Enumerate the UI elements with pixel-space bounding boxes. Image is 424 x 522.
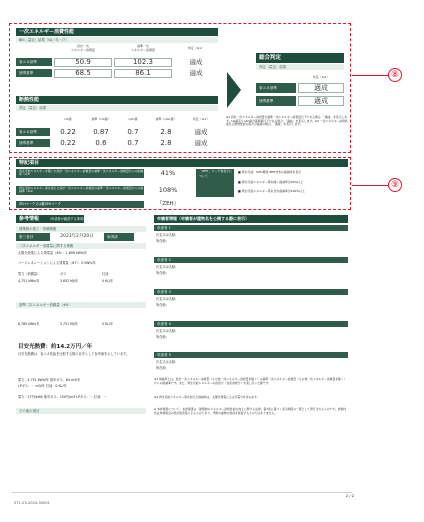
cost-line-0: 目安光熱費は、省エネ性能を比較する際の目安として参考値を示しています。 [18,352,130,356]
primary-energy-subtitle: BEI（量定）結果［GJ／年・戸］ [16,37,218,43]
insulation-title: 断熱性能 [16,96,218,104]
pe-row1-standard: 102.3 [132,58,154,66]
applicant-5-head: 申請者 5 [154,352,348,358]
design-val-1: 3,751 MJ/年 [60,322,79,326]
applicant-3-line1: 氏名又は名称： [156,297,179,301]
ref-row-1-label: 第三者評 [16,233,50,241]
ins-row1-eta: 0.7 [127,128,139,136]
special-title: 特記項目 [16,159,348,167]
pe-row1-judge: 適成 [189,58,203,66]
col-judge: 判定（※1） [187,46,205,50]
energy-col-1: ガス [60,272,67,276]
applicant-2-line2: 所在地： [156,271,169,275]
callout-8-leader [352,75,388,76]
applicant-3-line2: 所在地： [156,303,169,307]
applicant-1-line2: 所在地： [156,239,169,243]
applicant-note-2: ※4 再生可能エネルギー等を加えた削減率は、太陽光発電による売電分を含みます。 [154,395,260,399]
ins-row2-judge: 適成 [194,139,208,147]
special-row2-label: 再生可能エネルギー等を加えた設計一次エネルギー消費量の基準一次エネルギー消費量からの削減率（※4） [16,186,144,195]
ins-row2-eta: 0.7 [127,139,139,147]
overall-col: 判定（※2） [312,75,330,79]
ins-col-eta-std: 基準（ηAC値） [155,117,177,121]
ref-row-2: 二次エネルギー消費量に関する情報 [16,243,146,249]
special-note-1: ■ 再生可能：59%増加 ZEH対象の削減率を表示 [238,170,302,174]
pe-row1-design: 50.9 [75,58,91,66]
callout-9: ⑨ [388,178,402,192]
primary-energy-title: 一次エネルギー消費性能 [16,28,218,36]
ins-row1-judge: 適成 [194,128,208,136]
other-title: その他の項目 [16,408,146,414]
overall-row2-judge: 適成 [314,97,328,105]
ref-row-0: 建築物の竣工・依頼情報 [16,226,146,232]
applicant-5-line2: 所在地： [156,366,169,370]
ins-row1-eta-std: 2.8 [160,128,172,136]
callout-9-leader [352,185,388,186]
col-design: 設計一次 エネルギー消費量 [70,44,95,52]
applicant-1-head: 申請者 1 [154,225,348,231]
page-number: 2 / 2 [345,494,354,498]
applicant-2-line1: 氏名又は名称： [156,265,179,269]
energy-val-1: 3,652 MJ/年 [60,279,79,283]
applicant-5-line1: 氏名又は名称： [156,360,179,364]
design-val-0: 8,785 kWh/年 [18,322,40,326]
ins-row1-label: 省エネ基準 [16,128,50,136]
ref-row-1-extra: 取得済 [104,233,134,241]
pe-row2-judge: 適成 [189,69,203,77]
energy-val-2: 0 KL/年 [102,279,114,283]
cost-line-3: 電力：27円/kWh 都市ガス：150円/m3 LPガス：－ 灯油：－ [18,395,107,399]
special-note-2: ■ 再生可能エネルギー等を除く削減率が20%以上 [238,180,303,184]
ins-row2-ua-std: 0.6 [95,139,107,147]
arrow-right-icon [225,70,243,110]
applicant-title: 申請者情報（申請者が建物名を公開する際に表示） [154,215,348,223]
ref-row-3: 太陽光発電による発電量（※5）：1,808 kWh/年 [18,251,88,255]
design-title: 基準二次エネルギー消費量（※5） [16,302,146,308]
applicant-4-head: 申請者 4 [154,321,348,327]
ins-col-ua-std: 基準（UA値） [91,117,111,121]
insulation-subtitle: 判定（量定）結果 [16,105,218,111]
ins-col-judge: 判定（※1） [192,117,210,121]
ins-col-ua: UA値 [64,117,72,121]
special-mid-label: 「ZEH」マーク等表示について [196,169,234,197]
pe-row1-label: 省エネ基準 [16,58,52,66]
applicant-note-1: ※3 削減率とは、設計一次エネルギー消費量（その他一次エネルギー消費量を除く）の基準一次エネルギー消費量（その他一次エネルギー消費量を除く）からの削減率です。また、再生可能エネルギーの供給分（自家消費分）を差し引いた値です。 [154,377,347,385]
overall-row1-label: 省エネ基準 [256,83,296,93]
applicant-note-3: ※ 本評価書について：本評価書は「建築物のエネルギー消費性能の向上に関する法律」第7条に基づく表示制度の一環として発行されるものです。評価内容は申請時点の設計図書等によるものであり、実際の建物の性能を保証するものではありません。 [154,407,347,415]
applicant-1-line1: 氏名又は名称： [156,233,179,237]
pe-row2-standard: 86.1 [135,69,151,77]
cost-line-2: LPガス：－ m3/年 灯油：0 KL/年 [18,384,67,388]
ins-col-eta: ηAC値 [128,117,138,121]
special-row3-label: ZEHマーク又は難ZEHマーク [16,201,144,208]
cost-line-1: 電力：4,751 kWh/年 都市ガス：84 m3/年 [18,378,81,382]
reference-sub: （申請者が確認する事項） [48,217,87,221]
applicant-4-line1: 氏名又は名称： [156,329,179,333]
design-val-2: 0 KL/年 [102,322,114,326]
ins-row2-eta-std: 2.8 [160,139,172,147]
energy-val-0: 4,751 kWh/年 [18,279,40,283]
special-note-3: ■ 再生可能エネルギー等を含む削減率が100%以上 [238,189,305,193]
special-row3-value: 『ZEH』 [156,201,180,207]
ins-row1-ua: 0.22 [60,128,76,136]
ins-row2-label: 誘導基準 [16,139,50,147]
special-row1-label: 再生可能エネルギーを除いた設計一次エネルギー消費量の基準一次エネルギー消費量からの削減率（※3） [16,169,144,178]
overall-note: ※1 設計一次エネルギー消費量が基準一次エネルギー消費量以下である場合、「適成」を表示します。UA値及びηAC値が基準値以下である場合、「適成」を表示します。※2 一次エネルギー消費性能及び断熱性能の両方が適成の場合、「適成」を表示します。 [226,115,348,127]
energy-col-0: 電力（消費量） [18,272,41,276]
applicant-2-head: 申請者 2 [154,257,348,263]
energy-col-2: 灯油 [102,272,109,276]
col-standard: 基準一次 エネルギー消費量 [130,44,155,52]
footer-divider [12,492,352,493]
overall-title: 総合判定 [256,53,344,63]
reference-title: 参考情報 [16,215,84,223]
special-row2-value: 108% [158,186,178,194]
applicant-4-line2: 所在地： [156,335,169,339]
pe-row2-label: 誘導基準 [16,69,52,77]
callout-8: ⑧ [388,68,402,82]
ref-row-1-value: 2023年2月20日 [60,234,94,239]
doc-id: 071-03-2024-35001 [14,501,50,505]
cost-title: 目安光熱費：約14.2万円／年 [18,344,93,350]
overall-subtitle: 判定（量定）結果 [256,64,344,70]
applicant-3-head: 申請者 3 [154,289,348,295]
special-row1-value: 41% [160,169,176,177]
pe-row2-design: 68.5 [75,69,91,77]
overall-row1-judge: 適成 [314,84,328,92]
ins-row2-ua: 0.22 [60,139,76,147]
ins-row1-ua-std: 0.87 [93,128,109,136]
overall-row2-label: 誘導基準 [256,96,296,106]
ref-row-4: コージェネレーションによる発電量（※7）：0 kWh/年 [18,261,96,265]
